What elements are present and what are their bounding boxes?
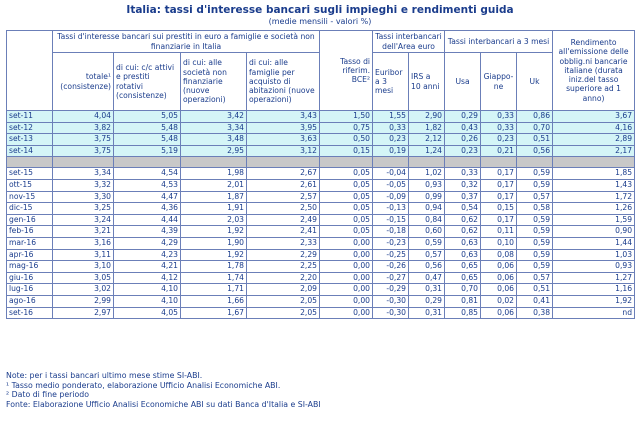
value-cell: 1,78 <box>181 261 247 273</box>
value-cell: 0,59 <box>517 261 553 273</box>
value-cell: 3,24 <box>53 214 114 226</box>
value-cell: 0,02 <box>481 295 517 307</box>
value-cell: 3,11 <box>53 249 114 261</box>
value-cell: 0,10 <box>481 237 517 249</box>
value-cell: 0,59 <box>517 226 553 238</box>
value-cell: 0,31 <box>409 307 445 319</box>
value-cell: 3,16 <box>53 237 114 249</box>
value-cell: 0,62 <box>445 214 481 226</box>
table-row <box>7 237 635 249</box>
value-cell: 0,15 <box>481 203 517 215</box>
header-euribor: Euribor a 3 mesi <box>373 53 409 111</box>
value-cell: 0,51 <box>517 284 553 296</box>
value-cell: 0,47 <box>409 272 445 284</box>
notes <box>6 371 321 409</box>
table-row <box>7 145 635 157</box>
value-cell: 2,49 <box>247 214 320 226</box>
value-cell: 0,05 <box>320 179 373 191</box>
value-cell: -0,04 <box>373 168 409 180</box>
value-cell: 4,04 <box>53 111 114 123</box>
value-cell: 3,34 <box>53 168 114 180</box>
separator-cell <box>7 157 53 168</box>
value-cell: 4,12 <box>114 272 181 284</box>
value-cell: nd <box>553 307 635 319</box>
value-cell: 0,62 <box>445 226 481 238</box>
header-irs: IRS a 10 anni <box>409 53 445 111</box>
value-cell: 1,27 <box>553 272 635 284</box>
value-cell: 0,33 <box>481 111 517 123</box>
value-cell: 0,00 <box>320 307 373 319</box>
period-cell: nov-15 <box>7 191 53 203</box>
value-cell: 0,41 <box>517 295 553 307</box>
value-cell: 0,33 <box>445 168 481 180</box>
period-cell: feb-16 <box>7 226 53 238</box>
header-families: di cui: alle famiglie per acquisto di abitazioni (nuove operazioni) <box>247 53 320 111</box>
value-cell: 1,24 <box>409 145 445 157</box>
value-cell: 4,44 <box>114 214 181 226</box>
separator-cell <box>181 157 247 168</box>
value-cell: 0,11 <box>481 226 517 238</box>
period-cell: mag-16 <box>7 261 53 273</box>
header-group-interbank: Tassi interbancari dell'Area euro <box>373 31 445 53</box>
period-cell: lug-16 <box>7 284 53 296</box>
value-cell: 0,31 <box>409 284 445 296</box>
value-cell: -0,27 <box>373 272 409 284</box>
header-japan: Giappo-ne <box>481 53 517 111</box>
header-bond-yield: Rendimento all'emissione delle obblig.ni bancarie italiane (durata iniz.del tasso superiore ad 1 anno) <box>553 31 635 111</box>
value-cell: 0,81 <box>445 295 481 307</box>
value-cell: 2,95 <box>181 145 247 157</box>
table-row <box>7 261 635 273</box>
value-cell: 0,23 <box>445 145 481 157</box>
period-cell: mar-16 <box>7 237 53 249</box>
table-row <box>7 111 635 123</box>
value-cell: 1,02 <box>409 168 445 180</box>
value-cell: 0,29 <box>445 111 481 123</box>
value-cell: 2,89 <box>553 134 635 146</box>
value-cell: 1,43 <box>553 179 635 191</box>
value-cell: 0,17 <box>481 168 517 180</box>
value-cell: 0,06 <box>481 307 517 319</box>
value-cell: -0,09 <box>373 191 409 203</box>
value-cell: 0,05 <box>320 203 373 215</box>
value-cell: 5,48 <box>114 122 181 134</box>
value-cell: 0,84 <box>409 214 445 226</box>
value-cell: 0,56 <box>517 145 553 157</box>
value-cell: 0,85 <box>445 307 481 319</box>
value-cell: 0,63 <box>445 249 481 261</box>
value-cell: 1,91 <box>181 203 247 215</box>
value-cell: 0,57 <box>517 191 553 203</box>
value-cell: 2,57 <box>247 191 320 203</box>
value-cell: 1,92 <box>181 249 247 261</box>
value-cell: 0,70 <box>445 284 481 296</box>
value-cell: 1,85 <box>553 168 635 180</box>
value-cell: 2,90 <box>409 111 445 123</box>
value-cell: 0,59 <box>517 168 553 180</box>
value-cell: 3,21 <box>53 226 114 238</box>
value-cell: 1,55 <box>373 111 409 123</box>
value-cell: 0,37 <box>445 191 481 203</box>
period-cell: set-12 <box>7 122 53 134</box>
value-cell: 4,10 <box>114 295 181 307</box>
value-cell: 0,17 <box>481 214 517 226</box>
value-cell: -0,30 <box>373 295 409 307</box>
period-cell: gen-16 <box>7 214 53 226</box>
value-cell: 1,67 <box>181 307 247 319</box>
value-cell: 2,99 <box>53 295 114 307</box>
value-cell: -0,05 <box>373 179 409 191</box>
value-cell: 5,05 <box>114 111 181 123</box>
value-cell: 0,93 <box>409 179 445 191</box>
separator-cell <box>53 157 114 168</box>
period-cell: set-11 <box>7 111 53 123</box>
value-cell: 0,23 <box>481 134 517 146</box>
table-row <box>7 226 635 238</box>
value-cell: 2,61 <box>247 179 320 191</box>
header-usa: Usa <box>445 53 481 111</box>
value-cell: 5,19 <box>114 145 181 157</box>
table-row <box>7 295 635 307</box>
value-cell: 4,29 <box>114 237 181 249</box>
value-cell: 0,00 <box>320 295 373 307</box>
value-cell: 0,29 <box>409 295 445 307</box>
value-cell: 4,36 <box>114 203 181 215</box>
period-cell: apr-16 <box>7 249 53 261</box>
value-cell: 0,93 <box>553 261 635 273</box>
separator-cell <box>481 157 517 168</box>
value-cell: 0,58 <box>517 203 553 215</box>
note-line: Note: per i tassi bancari ultimo mese stime SI-ABI. <box>6 371 203 380</box>
table-row <box>7 249 635 261</box>
value-cell: 2,20 <box>247 272 320 284</box>
value-cell: 0,26 <box>445 134 481 146</box>
header-uk: Uk <box>517 53 553 111</box>
header-total: totale¹ (consistenze) <box>53 53 114 111</box>
value-cell: 3,48 <box>181 134 247 146</box>
table-row <box>7 134 635 146</box>
value-cell: 0,17 <box>481 179 517 191</box>
value-cell: 1,71 <box>181 284 247 296</box>
header-cc: di cui: c/c attivi e prestiti rotativi (consistenze) <box>114 53 181 111</box>
value-cell: 0,06 <box>481 272 517 284</box>
separator-cell <box>445 157 481 168</box>
value-cell: 0,57 <box>409 249 445 261</box>
header-group-3m: Tassi interbancari a 3 mesi <box>445 31 553 53</box>
value-cell: 3,05 <box>53 272 114 284</box>
value-cell: 3,67 <box>553 111 635 123</box>
value-cell: 4,47 <box>114 191 181 203</box>
separator-cell <box>114 157 181 168</box>
page-subtitle: (medie mensili - valori %) <box>268 17 372 26</box>
separator-cell <box>517 157 553 168</box>
value-cell: 3,12 <box>247 145 320 157</box>
value-cell: -0,13 <box>373 203 409 215</box>
value-cell: 3,95 <box>247 122 320 134</box>
value-cell: 2,12 <box>409 134 445 146</box>
value-cell: 0,06 <box>481 261 517 273</box>
note-line: ¹ Tasso medio ponderato, elaborazione Ufficio Analisi Economiche ABI. <box>6 380 281 390</box>
value-cell: 0,63 <box>445 237 481 249</box>
rates-table <box>6 30 635 319</box>
page-title: Italia: tassi d'interesse bancari sugli impieghi e rendimenti guida <box>126 4 514 16</box>
value-cell: -0,26 <box>373 261 409 273</box>
value-cell: 0,75 <box>320 122 373 134</box>
value-cell: 0,00 <box>320 261 373 273</box>
value-cell: 5,48 <box>114 134 181 146</box>
value-cell: 3,75 <box>53 145 114 157</box>
separator-cell <box>553 157 635 168</box>
value-cell: 4,10 <box>114 284 181 296</box>
source-line: Fonte: Elaborazione Ufficio Analisi Economiche ABI su dati Banca d'Italia e SI-ABI <box>6 399 321 409</box>
value-cell: 2,97 <box>53 307 114 319</box>
value-cell: 3,42 <box>181 111 247 123</box>
value-cell: 0,59 <box>517 214 553 226</box>
value-cell: 2,25 <box>247 261 320 273</box>
header-bce: Tasso di riferim. BCE² <box>320 31 373 111</box>
value-cell: 1,82 <box>409 122 445 134</box>
value-cell: 0,00 <box>320 284 373 296</box>
value-cell: 0,33 <box>373 122 409 134</box>
value-cell: 3,32 <box>53 179 114 191</box>
table-row <box>7 307 635 319</box>
value-cell: 2,05 <box>247 295 320 307</box>
value-cell: 4,54 <box>114 168 181 180</box>
value-cell: 0,43 <box>445 122 481 134</box>
value-cell: 1,50 <box>320 111 373 123</box>
value-cell: -0,23 <box>373 237 409 249</box>
value-cell: 0,50 <box>320 134 373 146</box>
table-row <box>7 168 635 180</box>
value-cell: 1,26 <box>553 203 635 215</box>
value-cell: 4,16 <box>553 122 635 134</box>
value-cell: 0,86 <box>517 111 553 123</box>
value-cell: 1,44 <box>553 237 635 249</box>
value-cell: 3,63 <box>247 134 320 146</box>
value-cell: 1,92 <box>181 226 247 238</box>
value-cell: 1,87 <box>181 191 247 203</box>
header-period <box>7 31 53 111</box>
value-cell: 3,10 <box>53 261 114 273</box>
value-cell: 1,92 <box>553 295 635 307</box>
value-cell: 4,21 <box>114 261 181 273</box>
value-cell: 1,59 <box>553 214 635 226</box>
value-cell: 4,23 <box>114 249 181 261</box>
value-cell: 4,53 <box>114 179 181 191</box>
value-cell: 0,21 <box>481 145 517 157</box>
period-cell: dic-15 <box>7 203 53 215</box>
value-cell: 3,75 <box>53 134 114 146</box>
value-cell: 2,17 <box>553 145 635 157</box>
value-cell: 1,98 <box>181 168 247 180</box>
value-cell: -0,18 <box>373 226 409 238</box>
value-cell: 0,56 <box>409 261 445 273</box>
value-cell: 2,29 <box>247 249 320 261</box>
value-cell: 0,54 <box>445 203 481 215</box>
header-group-loans: Tassi d'interesse bancari sui prestiti in euro a famiglie e società non finanziarie in Italia <box>53 31 320 53</box>
value-cell: 0,00 <box>320 272 373 284</box>
value-cell: -0,29 <box>373 284 409 296</box>
value-cell: 0,99 <box>409 191 445 203</box>
value-cell: 0,65 <box>445 272 481 284</box>
value-cell: 0,05 <box>320 226 373 238</box>
value-cell: 3,30 <box>53 191 114 203</box>
note-line: ² Dato di fine periodo <box>6 390 90 400</box>
value-cell: 2,05 <box>247 307 320 319</box>
table-row <box>7 122 635 134</box>
period-cell: set-16 <box>7 307 53 319</box>
table-row <box>7 272 635 284</box>
value-cell: 1,90 <box>181 237 247 249</box>
value-cell: 0,05 <box>320 191 373 203</box>
value-cell: 0,00 <box>320 237 373 249</box>
value-cell: 1,03 <box>553 249 635 261</box>
value-cell: 2,33 <box>247 237 320 249</box>
value-cell: 0,05 <box>320 168 373 180</box>
value-cell: 1,74 <box>181 272 247 284</box>
value-cell: 0,38 <box>517 307 553 319</box>
value-cell: 0,59 <box>517 237 553 249</box>
value-cell: 0,19 <box>373 145 409 157</box>
value-cell: 0,65 <box>445 261 481 273</box>
value-cell: 0,05 <box>320 214 373 226</box>
value-cell: 0,70 <box>517 122 553 134</box>
table-row <box>7 284 635 296</box>
value-cell: 2,01 <box>181 179 247 191</box>
value-cell: 2,50 <box>247 203 320 215</box>
value-cell: 1,16 <box>553 284 635 296</box>
value-cell: 0,60 <box>409 226 445 238</box>
separator-row <box>7 157 635 168</box>
value-cell: 1,72 <box>553 191 635 203</box>
value-cell: 3,25 <box>53 203 114 215</box>
value-cell: 2,41 <box>247 226 320 238</box>
value-cell: 4,39 <box>114 226 181 238</box>
table-row <box>7 179 635 191</box>
table-row <box>7 214 635 226</box>
value-cell: 3,02 <box>53 284 114 296</box>
value-cell: 2,03 <box>181 214 247 226</box>
value-cell: 0,94 <box>409 203 445 215</box>
value-cell: 0,17 <box>481 191 517 203</box>
value-cell: 0,90 <box>553 226 635 238</box>
separator-cell <box>247 157 320 168</box>
period-cell: giu-16 <box>7 272 53 284</box>
value-cell: -0,30 <box>373 307 409 319</box>
table-row <box>7 203 635 215</box>
value-cell: 0,59 <box>517 179 553 191</box>
separator-cell <box>409 157 445 168</box>
period-cell: set-14 <box>7 145 53 157</box>
value-cell: 0,33 <box>481 122 517 134</box>
separator-cell <box>373 157 409 168</box>
value-cell: -0,15 <box>373 214 409 226</box>
header-companies: di cui: alle società non finanziarie (nuove operazioni) <box>181 53 247 111</box>
value-cell: 0,23 <box>373 134 409 146</box>
period-cell: set-15 <box>7 168 53 180</box>
value-cell: 4,05 <box>114 307 181 319</box>
value-cell: 0,51 <box>517 134 553 146</box>
value-cell: 0,00 <box>320 249 373 261</box>
value-cell: 3,34 <box>181 122 247 134</box>
value-cell: 3,43 <box>247 111 320 123</box>
period-cell: set-13 <box>7 134 53 146</box>
value-cell: 2,67 <box>247 168 320 180</box>
value-cell: 0,08 <box>481 249 517 261</box>
value-cell: 2,09 <box>247 284 320 296</box>
value-cell: 0,59 <box>409 237 445 249</box>
period-cell: ago-16 <box>7 295 53 307</box>
value-cell: -0,25 <box>373 249 409 261</box>
value-cell: 0,32 <box>445 179 481 191</box>
table-row <box>7 191 635 203</box>
period-cell: ott-15 <box>7 179 53 191</box>
value-cell: 3,82 <box>53 122 114 134</box>
value-cell: 1,66 <box>181 295 247 307</box>
value-cell: 0,59 <box>517 249 553 261</box>
value-cell: 0,57 <box>517 272 553 284</box>
separator-cell <box>320 157 373 168</box>
value-cell: 0,15 <box>320 145 373 157</box>
value-cell: 0,06 <box>481 284 517 296</box>
